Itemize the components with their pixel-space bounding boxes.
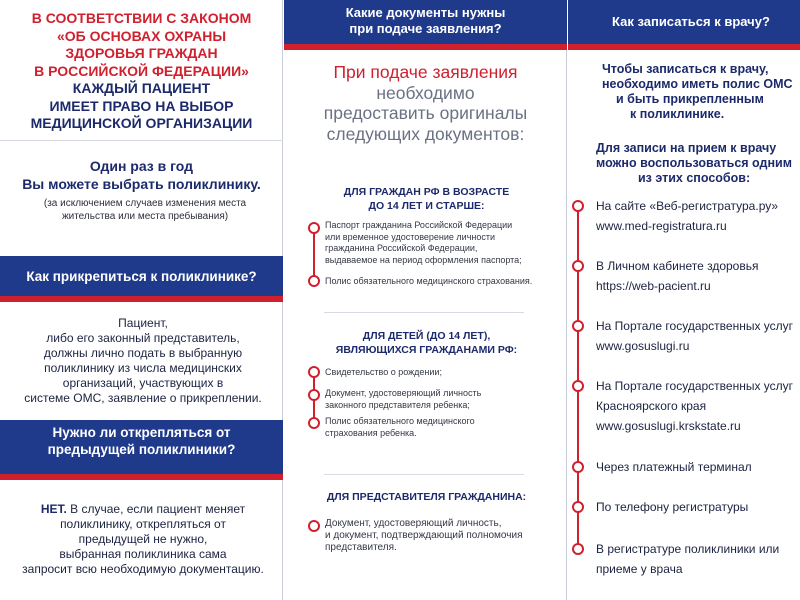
detach-answer: НЕТ. В случае, если пациент меняет поликлинику, открепляться от предыдущей не нужно, выбранная поликлиника сама запросит всю необходимую документацию. [22,502,264,576]
list-item: Паспорт гражданина Российской Федерации или временное удостоверение личности гражданина Российской Федерации, выдаваемое на период оформления паспорта; [325,220,522,265]
column-appointment [568,0,800,600]
way-item: Через платежный терминал [596,460,752,474]
once-a-year-text: Один раз в год Вы можете выбрать поликлинику. [22,158,261,192]
answer-no: НЕТ. [40,502,67,516]
attach-header: Как прикрепиться к поликлинике? [0,256,283,296]
column-documents [284,0,567,600]
appointment-header: Как записаться к врачу? [568,0,800,44]
group-citizens-list [308,220,558,290]
timeline-line [577,202,579,548]
documents-header: Какие документы нужны при подаче заявления? [284,0,567,44]
list-item: Полис обязательного медицинского страхования ребенка. [325,416,475,438]
way-item: В Личном кабинете здоровья https://web-pacient.ru [596,259,759,293]
divider [324,312,524,313]
way-item: На Портале государственных услуг www.gosuslugi.ru [596,319,794,353]
group-representative-list [308,518,558,558]
way-item: На сайте «Веб-регистратура.ру» www.med-registratura.ru [596,199,779,233]
list-item: Документ, удостоверяющий личность, и документ, подтверждающий полномочия представителя. [325,518,523,553]
divider [0,140,283,141]
bullet-icon [308,520,320,532]
bullet-icon [572,320,584,332]
timeline-line [313,226,315,280]
list-item: Документ, удостоверяющий личность законного представителя ребенка; [325,388,482,410]
column-rights [0,0,283,600]
divider [324,474,524,475]
group-representative-title: ДЛЯ ПРЕДСТАВИТЕЛЯ ГРАЖДАНИНА: [326,491,527,503]
bullet-icon [572,501,584,513]
attach-instructions: Пациент, либо его законный представитель, должны лично подать в выбранную поликлинику из числа медицинских организаций, участвующих в системе ОМС, заявление о прикреплении. [24,316,262,405]
list-item: Полис обязательного медицинского страхования. [325,276,533,286]
bullet-icon [308,417,320,429]
ways-list [572,190,800,590]
bullet-icon [572,260,584,272]
group-children-title: ДЛЯ ДЕТЕЙ (ДО 14 ЛЕТ), ЯВЛЯЮЩИХСЯ ГРАЖДАНАМИ РФ: [335,330,518,356]
bullet-icon [572,380,584,392]
bullet-icon [308,366,320,378]
once-a-year-note: (за исключением случаев изменения места жительства или места пребывания) [43,198,247,222]
bullet-icon [308,275,320,287]
bullet-icon [572,461,584,473]
bullet-icon [308,222,320,234]
group-citizens-title: ДЛЯ ГРАЖДАН РФ В ВОЗРАСТЕ ДО 14 ЛЕТ И СТАРШЕ: [343,186,510,212]
detach-header: Нужно ли открепляться от предыдущей поликлиники? [0,420,283,474]
way-item: В регистратуре поликлиники или приеме у врача [596,542,780,576]
ways-intro: Для записи на прием к врачу можно воспользоваться одним из этих способов: [596,141,792,185]
bullet-icon [308,389,320,401]
way-item: По телефону регистратуры [596,500,749,514]
bullet-icon [572,543,584,555]
list-item: Свидетельство о рождении; [325,367,442,377]
requirements-text: Чтобы записаться к врачу, необходимо иметь полис ОМС и быть прикрепленным к поликлинике. [602,62,793,121]
group-children-list [308,364,558,438]
way-item: На Портале государственных услуг Красноярского края www.gosuslugi.krskstate.ru [596,379,794,433]
documents-intro: При подаче заявления необходимо предоставить оригиналы следующих документов: [323,62,528,144]
bullet-icon [572,200,584,212]
law-statement: В СООТВЕТСТВИИ С ЗАКОНОМ «ОБ ОСНОВАХ ОХРАНЫ ЗДОРОВЬЯ ГРАЖДАН В РОССИЙСКОЙ ФЕДЕРАЦИИ» КАЖДЫЙ ПАЦИЕНТ ИМЕЕТ ПРАВО НА ВЫБОР МЕДИЦИНСКОЙ ОРГАНИЗАЦИИ [30,10,253,131]
